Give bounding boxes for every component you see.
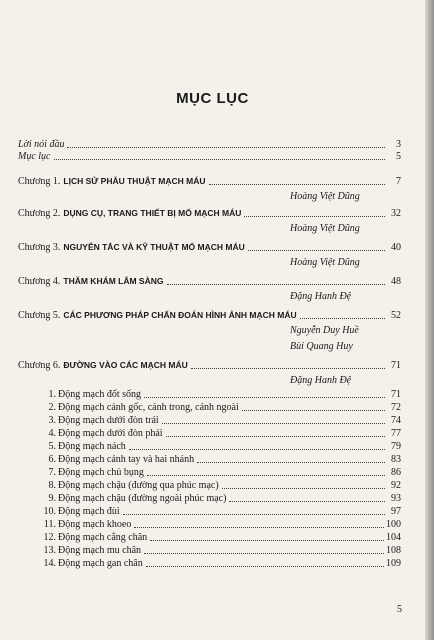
toc-entry-label: Mục lục — [18, 151, 51, 162]
section-label: Động mạch nách — [58, 441, 126, 452]
section-number: 9. — [48, 493, 56, 504]
chapter-author: Đặng Hanh Đệ — [290, 375, 352, 386]
leader-dots — [191, 367, 385, 369]
section-page: 100 — [386, 519, 401, 530]
section-page: 108 — [386, 545, 401, 556]
book-spine-shadow — [425, 0, 434, 640]
chapter-label — [18, 309, 297, 322]
leader-dots — [146, 565, 384, 567]
toc-section — [48, 467, 401, 479]
chapter-label — [18, 275, 164, 288]
leader-dots — [150, 539, 384, 541]
chapter-author: Bùi Quang Huy — [290, 341, 353, 352]
toc-section — [48, 389, 401, 401]
chapter-author: Hoàng Việt Dũng — [290, 257, 360, 268]
chapter-page: 71 — [391, 360, 401, 371]
section-number: 11. — [43, 519, 56, 530]
section-label: Động mạch đùi — [58, 506, 120, 517]
chapter-page: 52 — [391, 310, 401, 321]
toc-section — [43, 532, 401, 544]
leader-dots — [144, 552, 384, 554]
chapter-title: LỊCH SỬ PHẪU THUẬT MẠCH MÁU — [63, 176, 206, 186]
section-page: 109 — [386, 558, 401, 569]
chapter-author: Hoàng Việt Dũng — [290, 191, 360, 202]
page-title: MỤC LỤC — [176, 90, 249, 107]
section-page: 97 — [391, 506, 401, 517]
leader-dots — [167, 283, 386, 285]
section-page: 83 — [391, 454, 401, 465]
chapter-prefix: Chương 1. — [18, 176, 61, 187]
leader-dots — [209, 183, 386, 185]
section-number: 13. — [43, 545, 56, 556]
chapter-author: Nguyễn Duy Huề — [290, 325, 359, 336]
section-label: Động mạch gan chân — [58, 558, 143, 569]
section-page: 86 — [391, 467, 401, 478]
section-number: 7. — [48, 467, 56, 478]
chapter-label — [18, 175, 206, 188]
section-number: 4. — [48, 428, 56, 439]
toc-chapter-4 — [18, 275, 401, 288]
toc-section — [48, 454, 401, 466]
leader-dots — [134, 526, 384, 528]
toc-section — [48, 415, 401, 427]
chapter-prefix: Chương 6. — [18, 360, 61, 371]
toc-section — [43, 506, 401, 518]
toc-section — [48, 480, 401, 492]
section-label: Động mạch cảnh gốc, cảnh trong, cảnh ngoài — [58, 402, 239, 413]
section-page: 92 — [391, 480, 401, 491]
leader-dots — [147, 474, 385, 476]
chapter-prefix: Chương 3. — [18, 242, 61, 253]
leader-dots — [144, 396, 385, 398]
page-number: 5 — [397, 604, 402, 615]
toc-entry-page: 3 — [396, 139, 401, 150]
chapter-prefix: Chương 4. — [18, 276, 61, 287]
section-label: Động mạch đốt sống — [58, 389, 142, 400]
section-page: 72 — [391, 402, 401, 413]
section-number: 2. — [48, 402, 56, 413]
leader-dots — [244, 215, 385, 217]
toc-chapter-1 — [18, 175, 401, 188]
section-label: Động mạch dưới đòn phải — [58, 428, 163, 439]
toc-chapter-5 — [18, 309, 401, 322]
section-label: Động mạch khoeo — [58, 519, 132, 530]
chapter-page: 40 — [391, 242, 401, 253]
leader-dots — [197, 461, 385, 463]
leader-dots — [129, 448, 385, 450]
toc-chapter-6 — [18, 359, 401, 372]
section-number: 3. — [48, 415, 56, 426]
toc-section — [48, 441, 401, 453]
section-number: 14. — [43, 558, 56, 569]
toc-section — [48, 493, 401, 505]
chapter-page: 32 — [391, 208, 401, 219]
section-label: Động mạch chậu (đường ngoài phúc mạc) — [58, 493, 227, 504]
toc-chapter-2 — [18, 207, 401, 220]
toc-entry-preface — [18, 139, 401, 151]
toc-entry-page: 5 — [396, 151, 401, 162]
toc-section — [48, 428, 401, 440]
leader-dots — [166, 435, 385, 437]
chapter-title: ĐƯỜNG VÀO CÁC MẠCH MÁU — [63, 360, 188, 370]
section-number: 10. — [43, 506, 56, 517]
leader-dots — [162, 422, 385, 424]
leader-dots — [229, 500, 385, 502]
chapter-title: CÁC PHƯƠNG PHÁP CHẨN ĐOÁN HÌNH ẢNH MẠCH MÁU — [63, 310, 297, 320]
section-number: 5. — [48, 441, 56, 452]
leader-dots — [248, 249, 385, 251]
section-number: 1. — [48, 389, 56, 400]
toc-entry-label: Lời nói đầu — [18, 139, 65, 150]
chapter-page: 48 — [391, 276, 401, 287]
section-page: 79 — [391, 441, 401, 452]
chapter-title: NGUYÊN TẮC VÀ KỸ THUẬT MỔ MẠCH MÁU — [63, 242, 245, 252]
leader-dots — [123, 513, 385, 515]
section-number: 8. — [48, 480, 56, 491]
section-page: 71 — [391, 389, 401, 400]
toc-section — [43, 545, 401, 557]
leader-dots — [54, 158, 386, 160]
toc-section — [43, 558, 401, 570]
section-page: 93 — [391, 493, 401, 504]
chapter-title: THĂM KHÁM LÂM SÀNG — [63, 276, 164, 286]
leader-dots — [242, 409, 385, 411]
section-label: Động mạch chậu (đường qua phúc mạc) — [58, 480, 219, 491]
toc-entry-contents — [18, 151, 401, 163]
chapter-prefix: Chương 2. — [18, 208, 61, 219]
section-label: Động mạch cánh tay và hai nhánh — [58, 454, 195, 465]
chapter-label — [18, 241, 245, 254]
section-number: 12. — [43, 532, 56, 543]
section-page: 104 — [386, 532, 401, 543]
chapter-title: DỤNG CỤ, TRANG THIẾT BỊ MỔ MẠCH MÁU — [63, 208, 242, 218]
toc-section — [43, 519, 401, 531]
chapter-prefix: Chương 5. — [18, 310, 61, 321]
leader-dots — [67, 146, 385, 148]
section-page: 77 — [391, 428, 401, 439]
chapter-author: Đặng Hanh Đệ — [290, 291, 352, 302]
chapter-label — [18, 359, 188, 372]
leader-dots — [222, 487, 385, 489]
toc-chapter-3 — [18, 241, 401, 254]
leader-dots — [300, 317, 385, 319]
chapter-page: 7 — [396, 176, 401, 187]
toc-section — [48, 402, 401, 414]
section-label: Động mạch cẳng chân — [58, 532, 148, 543]
section-page: 74 — [391, 415, 401, 426]
section-label: Động mạch mu chân — [58, 545, 142, 556]
section-number: 6. — [48, 454, 56, 465]
section-label: Động mạch chủ bụng — [58, 467, 144, 478]
chapter-author: Hoàng Việt Dũng — [290, 223, 360, 234]
chapter-label — [18, 207, 241, 220]
section-label: Động mạch dưới đòn trái — [58, 415, 159, 426]
